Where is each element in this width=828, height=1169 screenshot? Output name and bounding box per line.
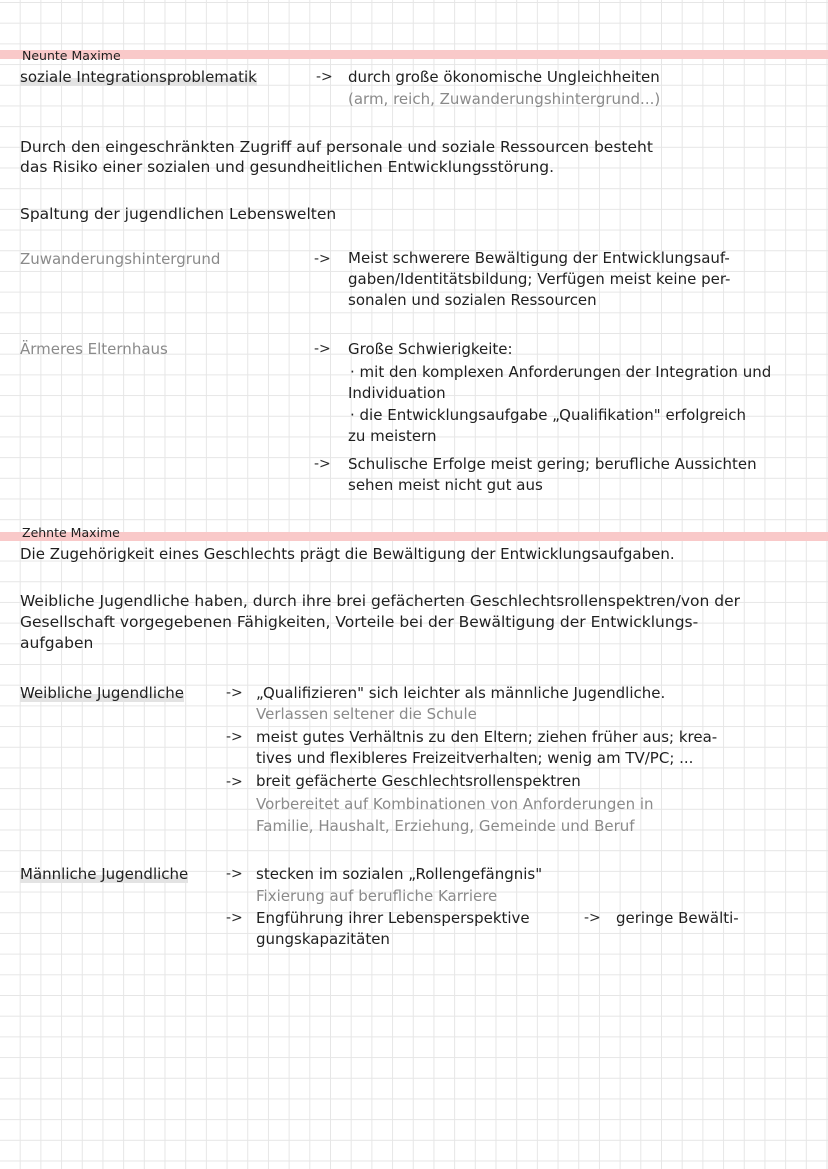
tenth-paragraph-line3: aufgaben bbox=[20, 634, 94, 652]
poor-line3: Individuation bbox=[348, 384, 446, 402]
heading-highlight bbox=[0, 532, 828, 541]
poor-line2: · mit den komplexen Anforderungen der Integration und bbox=[350, 363, 772, 381]
tenth-maxim-heading: Zehnte Maxime bbox=[22, 525, 120, 540]
male-point2-tail: geringe Bewälti- bbox=[616, 909, 739, 927]
poor-line5: zu meistern bbox=[348, 427, 437, 445]
female-point3-note1: Vorbereitet auf Kombinationen von Anforderungen in bbox=[256, 795, 654, 813]
ninth-paragraph-line2: das Risiko einer sozialen und gesundheitlichen Entwicklungsstörung. bbox=[20, 158, 555, 176]
male-label: Männliche Jugendliche bbox=[20, 865, 189, 883]
ninth-paragraph-line1: Durch den eingeschränkten Zugriff auf personale und soziale Ressourcen besteht bbox=[20, 138, 653, 156]
migration-label: Zuwanderungshintergrund bbox=[20, 250, 221, 268]
arrow-icon: -> bbox=[584, 910, 601, 926]
male-point1: stecken im sozialen „Rollengefängnis" bbox=[256, 865, 543, 883]
female-point3-note2: Familie, Haushalt, Erziehung, Gemeinde und Beruf bbox=[256, 817, 635, 835]
arrow-icon: -> bbox=[226, 774, 243, 790]
arrow-icon: -> bbox=[314, 251, 331, 267]
arrow-icon: -> bbox=[226, 866, 243, 882]
ninth-maxim-heading: Neunte Maxime bbox=[22, 48, 121, 63]
tenth-paragraph-line2: Gesellschaft vorgegebenen Fähigkeiten, Vorteile bei der Bewältigung der Entwicklungs- bbox=[20, 613, 699, 631]
male-point2-line1: Engführung ihrer Lebensperspektive bbox=[256, 909, 530, 927]
female-point2-line1: meist gutes Verhältnis zu den Eltern; ziehen früher aus; krea- bbox=[256, 728, 718, 746]
female-point3: breit gefächerte Geschlechtsrollenspektren bbox=[256, 772, 581, 790]
arrow-icon: -> bbox=[226, 685, 243, 701]
arrow-icon: -> bbox=[314, 456, 331, 472]
split-heading: Spaltung der jugendlichen Lebenswelten bbox=[20, 205, 337, 223]
female-point1-note: Verlassen seltener die Schule bbox=[256, 705, 477, 723]
ninth-cause: durch große ökonomische Ungleichheiten bbox=[348, 68, 660, 86]
tenth-paragraph-line1: Weibliche Jugendliche haben, durch ihre brei gefächerten Geschlechtsrollenspektren/von der bbox=[20, 592, 741, 610]
arrow-icon: -> bbox=[226, 910, 243, 926]
arrow-icon: -> bbox=[226, 729, 243, 745]
poor-label: Ärmeres Elternhaus bbox=[20, 340, 168, 358]
poor-line7: sehen meist nicht gut aus bbox=[348, 476, 543, 494]
female-point2-line2: tives und flexibleres Freizeitverhalten; wenig am TV/PC; ... bbox=[256, 749, 694, 767]
arrow-icon: -> bbox=[314, 341, 331, 357]
migration-line1: Meist schwerere Bewältigung der Entwicklungsauf- bbox=[348, 249, 730, 267]
ninth-topic: soziale Integrationsproblematik bbox=[20, 68, 257, 86]
arrow-icon: -> bbox=[316, 69, 333, 85]
male-point1-note: Fixierung auf berufliche Karriere bbox=[256, 887, 498, 905]
migration-line3: sonalen und sozialen Ressourcen bbox=[348, 291, 597, 309]
ninth-examples: (arm, reich, Zuwanderungshintergrund...) bbox=[348, 90, 661, 108]
heading-highlight bbox=[0, 50, 828, 59]
male-point2-line2: gungskapazitäten bbox=[256, 930, 390, 948]
poor-line1: Große Schwierigkeite: bbox=[348, 340, 513, 358]
female-label: Weibliche Jugendliche bbox=[20, 684, 184, 702]
tenth-statement: Die Zugehörigkeit eines Geschlechts prägt die Bewältigung der Entwicklungsaufgaben. bbox=[20, 545, 675, 563]
poor-line6: Schulische Erfolge meist gering; berufliche Aussichten bbox=[348, 455, 757, 473]
female-point1: „Qualifizieren" sich leichter als männliche Jugendliche. bbox=[256, 684, 666, 702]
migration-line2: gaben/Identitätsbildung; Verfügen meist keine per- bbox=[348, 270, 731, 288]
poor-line4: · die Entwicklungsaufgabe „Qualifikation" erfolgreich bbox=[350, 406, 746, 424]
